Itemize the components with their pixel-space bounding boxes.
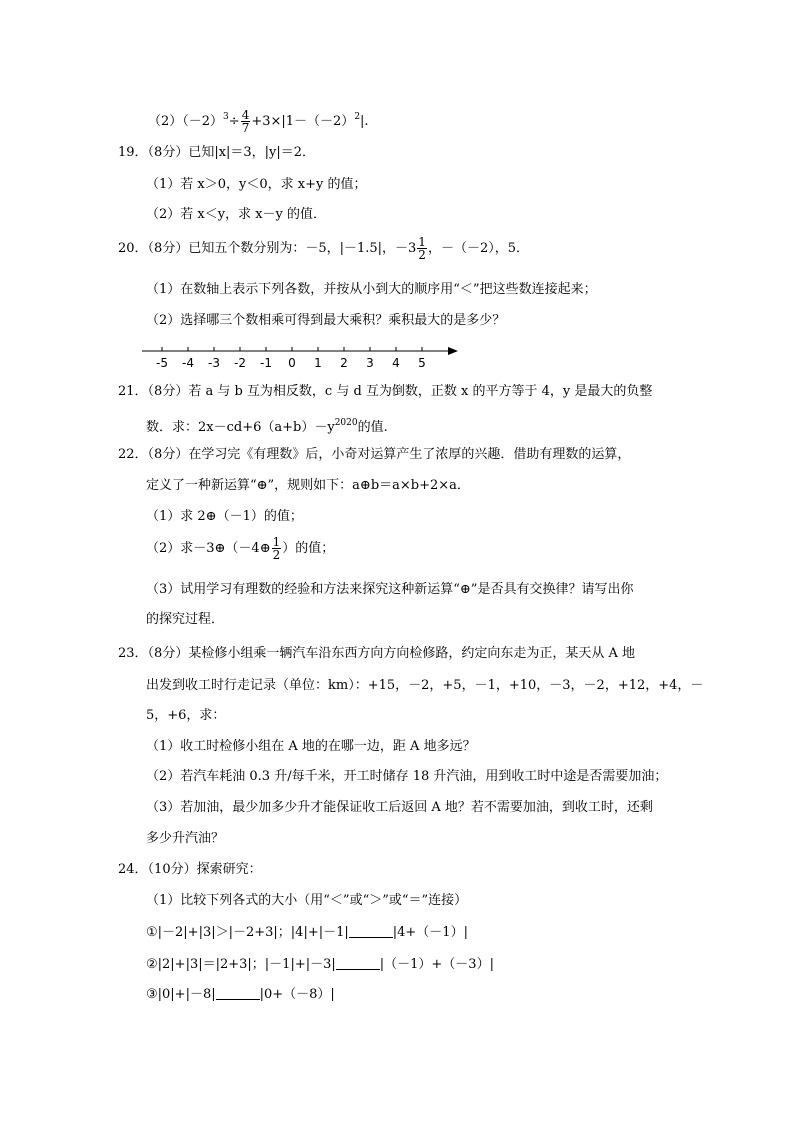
answer-blank[interactable]	[349, 925, 393, 938]
q23-line3: 5，+6，求：	[146, 708, 226, 723]
q18-part2	[148, 104, 369, 135]
text: （2）（－2）	[148, 114, 224, 129]
numerator: 1	[418, 235, 426, 249]
fraction	[272, 536, 282, 561]
denominator: 2	[272, 548, 281, 562]
fraction	[241, 109, 251, 134]
q19-part2: （2）若 x＜y，求 x－y 的值．	[146, 207, 327, 222]
text: ÷	[228, 114, 240, 129]
axis-tick-label: -4	[182, 356, 194, 370]
q22-line1: 22．（8分）在学习完《有理数》后，小奇对运算产生了浓厚的兴趣．借助有理数的运算，	[118, 447, 631, 462]
q20-part1: （1）在数轴上表示下列各数，并按从小到大的顺序用“＜”把这些数连接起来；	[146, 282, 597, 297]
q23-part2: （2）若汽车耗油 0.3 升/每千米，开工时储存 18 升汽油，用到收工时中途是否需要加油；	[146, 769, 668, 784]
text: ）的值；	[282, 541, 335, 556]
q24-row3	[146, 986, 335, 1004]
axis-tick-label: -1	[260, 356, 272, 370]
exponent: 2020	[334, 418, 358, 428]
axis-tick-label: 2	[340, 356, 348, 370]
axis-tick-label: 5	[418, 356, 426, 370]
q23-line2: 出发到收工时行走记录（单位：km）：+15，－2，+5，－1，+10，－3，－2，+12，+4，－	[146, 678, 704, 693]
text: 的值.	[357, 420, 388, 435]
text: ①|－2|+|3|＞|－2+3|；|4|+|－1|	[146, 925, 349, 940]
q22-part1: （1）求 2⊕（－1）的值；	[146, 509, 303, 524]
numerator: 4	[241, 108, 250, 122]
q19-part1: （1）若 x＞0，y＜0，求 x+y 的值；	[146, 177, 367, 192]
q19-heading: 19．（8分）已知|x|＝3，|y|＝2．	[118, 145, 316, 160]
text: |4+（－1）|	[392, 925, 468, 940]
axis-arrow-icon	[448, 347, 458, 355]
exponent: 3	[223, 112, 229, 122]
q23-part3-line2: 多少升汽油？	[146, 831, 225, 846]
denominator: 2	[418, 248, 426, 262]
exponent: 2	[354, 112, 361, 122]
q20-part2: （2）选择哪三个数相乘可得到最大乘积？乘积最大的是多少？	[146, 313, 506, 328]
q22-part3-line1: （3）试用学习有理数的经验和方法来探究这种新运算“⊕”是否具有交换律？请写出你	[146, 582, 634, 597]
text: ，－（－2），5．	[427, 241, 529, 256]
axis-ticks	[156, 347, 426, 370]
axis-tick-label: 3	[366, 356, 374, 370]
q22-part2	[146, 536, 334, 562]
axis-tick-label: -5	[156, 356, 168, 370]
answer-blank[interactable]	[336, 957, 380, 970]
q23-line1: 23．（8分）某检修小组乘一辆汽车沿东西方向方向检修路，约定向东走为正，某天从 A 地	[118, 646, 635, 661]
text: 20．（8分）已知五个数分别为：－5，|－1.5|，－3	[118, 241, 417, 256]
axis-tick-label: -3	[208, 356, 220, 370]
text: （2）求－3⊕（－4⊕	[146, 541, 271, 556]
text: ②|2|+|3|＝|2+3|；|－1|+|－3|	[146, 957, 336, 972]
number-line	[140, 340, 470, 374]
q24-heading: 24．（10分）探索研究：	[118, 862, 262, 877]
q23-part1: （1）收工时检修小组在 A 地的在哪一边，距 A 地多远？	[146, 739, 476, 754]
q24-row2	[146, 956, 494, 974]
axis-tick-label: 4	[392, 356, 400, 370]
q21-line2	[146, 414, 388, 437]
text: |.	[360, 114, 369, 129]
q24-part1: （1）比较下列各式的大小（用“＜”或“＞”或“＝”连接）	[146, 893, 468, 908]
answer-blank[interactable]	[216, 987, 260, 1000]
axis-tick-label: -2	[234, 356, 246, 370]
q20-heading	[118, 236, 529, 262]
text: ③|0|+|－8|	[146, 987, 216, 1002]
q24-row1	[146, 924, 468, 942]
q22-line2: 定义了一种新运算“⊕”，规则如下：a⊕b＝a×b+2×a．	[146, 478, 470, 493]
numerator: 1	[272, 535, 281, 549]
axis-tick-label: 1	[314, 356, 322, 370]
axis-tick-label: 0	[288, 356, 296, 370]
denominator: 7	[241, 121, 250, 135]
q22-part3-line2: 的探究过程．	[146, 612, 225, 627]
q21-line1: 21．（8分）若 a 与 b 互为相反数，c 与 d 互为倒数，正数 x 的平方等于 4，y 是最大的负整	[118, 384, 653, 399]
q23-part3-line1: （3）若加油，最少加多少升才能保证收工后返回 A 地？若不需要加油，到收工时，还剩	[146, 800, 653, 815]
text: 数．求：2x－cd+6（a+b）－y	[146, 420, 335, 435]
text: +3×|1－（－2）	[251, 114, 355, 129]
text: |（－1）+（－3）|	[379, 957, 494, 972]
fraction	[417, 236, 427, 261]
text: |0+（－8）|	[259, 987, 335, 1002]
